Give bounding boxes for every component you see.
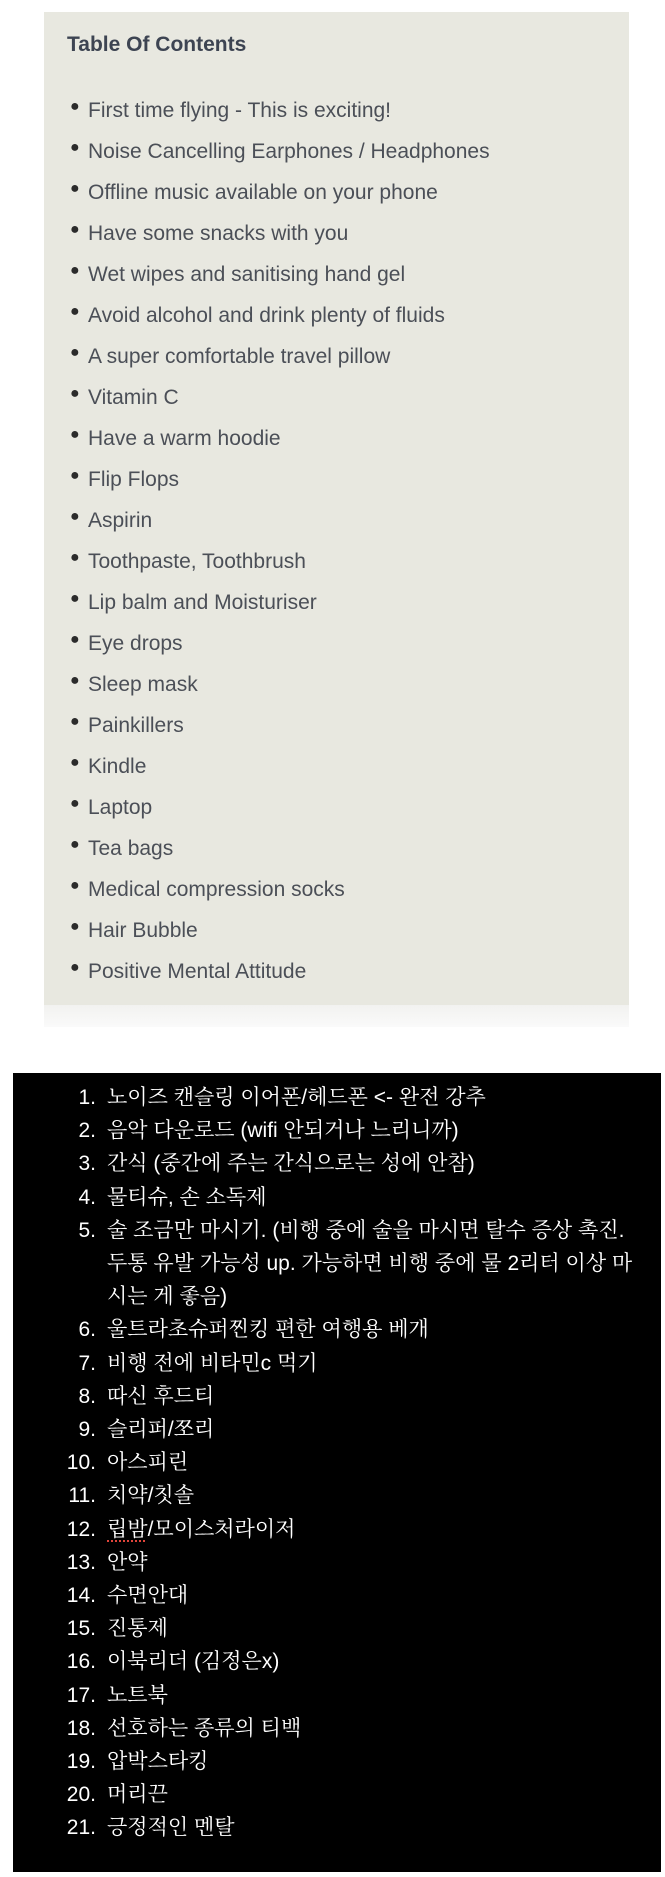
korean-checklist xyxy=(13,1081,661,1845)
list-item xyxy=(13,1081,661,1114)
toc-item[interactable] xyxy=(44,746,629,787)
bullet-icon: ● xyxy=(70,631,80,648)
bullet-icon: ● xyxy=(70,303,80,320)
bullet-icon: ● xyxy=(70,262,80,279)
toc-item-label[interactable]: Avoid alcohol and drink plenty of fluids xyxy=(88,304,445,327)
item-number: 9. xyxy=(78,1418,96,1442)
bullet-icon: ● xyxy=(70,467,80,484)
toc-item-label[interactable]: First time flying - This is exciting! xyxy=(88,99,392,122)
item-number: 12. xyxy=(66,1517,96,1541)
toc-title: Table Of Contents xyxy=(67,33,247,56)
list-item xyxy=(13,1712,661,1745)
item-text: 노이즈 캔슬링 이어폰/헤드폰 <- 완전 강추 xyxy=(107,1086,486,1109)
item-text: 치약/칫솔 xyxy=(107,1484,194,1508)
toc-item[interactable] xyxy=(44,705,629,746)
toc-item[interactable] xyxy=(44,418,629,459)
bullet-icon: ● xyxy=(70,877,80,894)
item-text: 수면안대 xyxy=(107,1584,189,1608)
toc-item[interactable] xyxy=(44,336,629,377)
toc-item[interactable] xyxy=(44,787,629,828)
toc-item-label[interactable]: Have a warm hoodie xyxy=(88,427,281,450)
toc-item[interactable] xyxy=(44,623,629,664)
bullet-icon: ● xyxy=(70,344,80,361)
toc-item-label[interactable]: Eye drops xyxy=(88,632,183,655)
korean-checklist-panel xyxy=(13,1073,661,1872)
panel-shadow xyxy=(44,1005,629,1027)
toc-item-label[interactable]: Tea bags xyxy=(88,837,174,860)
bullet-icon: ● xyxy=(70,713,80,730)
item-number: 17. xyxy=(66,1683,96,1707)
item-text: 머리끈 xyxy=(107,1783,168,1807)
toc-item-label[interactable]: Have some snacks with you xyxy=(88,222,349,245)
toc-item-label[interactable]: Aspirin xyxy=(88,509,153,532)
toc-item[interactable] xyxy=(44,910,629,951)
item-number: 5. xyxy=(78,1218,96,1242)
toc-item[interactable] xyxy=(44,172,629,213)
item-text: 따신 후드티 xyxy=(107,1384,215,1408)
toc-item[interactable] xyxy=(44,541,629,582)
item-number: 2. xyxy=(78,1119,96,1143)
bullet-icon: ● xyxy=(70,221,80,238)
toc-item-label[interactable]: Positive Mental Attitude xyxy=(88,960,307,983)
item-text: 비행 전에 비타민c 먹기 xyxy=(107,1351,318,1375)
list-item xyxy=(13,1147,661,1180)
list-item xyxy=(13,1679,661,1712)
list-item xyxy=(13,1214,661,1314)
bullet-icon: ● xyxy=(70,795,80,812)
item-number: 3. xyxy=(78,1152,96,1176)
toc-item[interactable] xyxy=(44,90,629,131)
toc-item-label[interactable]: Lip balm and Moisturiser xyxy=(88,591,317,614)
list-item xyxy=(13,1811,661,1844)
toc-item-label[interactable]: Toothpaste, Toothbrush xyxy=(88,550,306,573)
item-text: 안약 xyxy=(107,1550,148,1574)
bullet-icon: ● xyxy=(70,918,80,935)
bullet-icon: ● xyxy=(70,959,80,976)
item-number: 8. xyxy=(78,1384,96,1408)
bullet-icon: ● xyxy=(70,426,80,443)
toc-item[interactable] xyxy=(44,295,629,336)
list-item xyxy=(13,1778,661,1811)
bullet-icon: ● xyxy=(70,508,80,525)
toc-item[interactable] xyxy=(44,254,629,295)
item-text-rest: /모이스처라이저 xyxy=(147,1517,296,1541)
toc-list xyxy=(44,90,629,992)
list-item xyxy=(13,1479,661,1512)
list-item xyxy=(13,1114,661,1147)
item-text: 이북리더 (김정은x) xyxy=(107,1650,280,1674)
item-text: 슬리퍼/쪼리 xyxy=(107,1418,215,1442)
bullet-icon: ● xyxy=(70,754,80,771)
toc-item[interactable] xyxy=(44,459,629,500)
toc-item-label[interactable]: Vitamin C xyxy=(88,386,179,409)
toc-item[interactable] xyxy=(44,869,629,910)
list-item xyxy=(13,1413,661,1446)
toc-item-label[interactable]: Flip Flops xyxy=(88,468,180,491)
item-number: 21. xyxy=(66,1816,96,1840)
item-text: 선호하는 종류의 티백 xyxy=(107,1716,302,1740)
item-text: 긍정적인 멘탈 xyxy=(107,1816,235,1840)
list-item xyxy=(13,1546,661,1579)
item-text: 술 조금만 마시기. (비행 중에 술을 마시면 탈수 증상 촉진. 두통 유발 가능성 up. 가능하면 비행 중에 물 2리터 이상 마시는 게 좋음) xyxy=(107,1218,633,1309)
item-text: 울트라초슈퍼찐킹 편한 여행용 베개 xyxy=(107,1318,429,1342)
item-number: 16. xyxy=(66,1650,96,1674)
toc-item[interactable] xyxy=(44,500,629,541)
item-number: 6. xyxy=(78,1318,96,1342)
bullet-icon: ● xyxy=(70,139,80,156)
list-item xyxy=(13,1745,661,1778)
bullet-icon: ● xyxy=(70,590,80,607)
toc-item-label[interactable]: Sleep mask xyxy=(88,673,198,696)
item-text: 물티슈, 손 소독제 xyxy=(107,1185,267,1209)
item-number: 18. xyxy=(66,1716,96,1740)
item-text: 노트북 xyxy=(107,1683,168,1707)
list-item xyxy=(13,1612,661,1645)
bullet-icon: ● xyxy=(70,385,80,402)
item-number: 15. xyxy=(66,1617,96,1641)
list-item xyxy=(13,1380,661,1413)
toc-item[interactable] xyxy=(44,213,629,254)
toc-item-label[interactable]: Hair Bubble xyxy=(88,919,198,942)
toc-item-label[interactable]: Offline music available on your phone xyxy=(88,181,438,204)
bullet-icon: ● xyxy=(70,180,80,197)
bullet-icon: ● xyxy=(70,98,80,115)
item-text xyxy=(107,1513,642,1546)
toc-item-label[interactable]: Laptop xyxy=(88,796,153,819)
toc-item[interactable] xyxy=(44,131,629,172)
list-item xyxy=(13,1347,661,1380)
item-text: 아스피린 xyxy=(107,1451,189,1475)
list-item xyxy=(13,1579,661,1612)
list-item xyxy=(13,1645,661,1678)
toc-item[interactable] xyxy=(44,377,629,418)
toc-item-label[interactable]: Medical compression socks xyxy=(88,878,345,901)
item-number: 13. xyxy=(66,1550,96,1574)
toc-item[interactable] xyxy=(44,951,629,992)
bullet-icon: ● xyxy=(70,672,80,689)
item-number: 19. xyxy=(66,1750,96,1774)
toc-item-label[interactable]: A super comfortable travel pillow xyxy=(88,345,391,368)
item-text: 음악 다운로드 (wifi 안되거나 느리니까) xyxy=(107,1119,459,1143)
toc-item[interactable] xyxy=(44,582,629,623)
toc-item-label[interactable]: Kindle xyxy=(88,755,147,778)
list-item xyxy=(13,1446,661,1479)
table-of-contents-panel xyxy=(44,12,629,1005)
item-number: 14. xyxy=(66,1584,96,1608)
list-item xyxy=(13,1181,661,1214)
list-item xyxy=(13,1313,661,1346)
item-number: 10. xyxy=(66,1451,96,1475)
item-number: 20. xyxy=(66,1783,96,1807)
item-text: 간식 (중간에 주는 간식으로는 성에 안참) xyxy=(107,1152,475,1176)
item-number: 1. xyxy=(78,1086,96,1109)
bullet-icon: ● xyxy=(70,836,80,853)
item-text: 압박스타킹 xyxy=(107,1750,209,1774)
toc-item[interactable] xyxy=(44,664,629,705)
toc-item[interactable] xyxy=(44,828,629,869)
toc-item-label[interactable]: Wet wipes and sanitising hand gel xyxy=(88,263,406,286)
toc-item-label[interactable]: Noise Cancelling Earphones / Headphones xyxy=(88,140,490,163)
toc-item-label[interactable]: Painkillers xyxy=(88,714,184,737)
bullet-icon: ● xyxy=(70,549,80,566)
item-number: 7. xyxy=(78,1351,96,1375)
item-number: 4. xyxy=(78,1185,96,1209)
list-item xyxy=(13,1513,661,1546)
item-text: 진통제 xyxy=(107,1617,168,1641)
item-number: 11. xyxy=(68,1484,96,1508)
spellcheck-underlined-word[interactable]: 립밤 xyxy=(107,1517,148,1541)
